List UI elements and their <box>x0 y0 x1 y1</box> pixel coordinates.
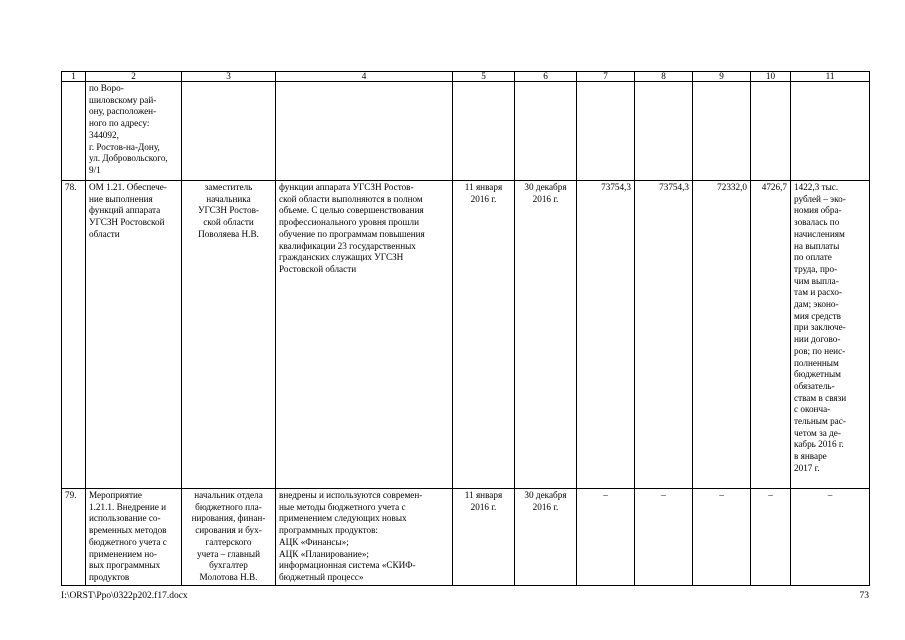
file-path: I:\ORST\Ppo\0322p202.f17.docx <box>61 591 188 601</box>
column-header: 4 <box>276 72 453 82</box>
column-header: 7 <box>577 72 635 82</box>
report-table <box>61 71 870 586</box>
table-cell-end-date: 30 декабря 2016 г. <box>515 489 577 586</box>
column-header: 2 <box>86 72 182 82</box>
table-cell-responsible: заместитель начальника УГСЗН Ростов- ской области Поволяева Н.В. <box>182 181 276 489</box>
column-header: 10 <box>751 72 791 82</box>
column-header: 11 <box>791 72 870 82</box>
table-cell-result: функции аппарата УГСЗН Ростов- ской области выполняются в полном объеме. С целью совершенствования профессионального уровня прошли обучение по программам повышения квалификации 23 государственных гражданских служащих УГСЗН Ростовской области <box>276 181 453 489</box>
table-cell <box>635 82 693 181</box>
table-cell <box>62 82 86 181</box>
table-cell <box>453 82 515 181</box>
table-cell-amount: – <box>751 489 791 586</box>
column-header: 1 <box>62 72 86 82</box>
column-header: 9 <box>693 72 751 82</box>
table-cell <box>182 82 276 181</box>
table-cell-activity: ОМ 1.21. Обеспече- ние выполнения функций аппарата УГСЗН Ростовской области <box>86 181 182 489</box>
table-cell-activity: по Воро- шиловскому рай- ону, расположен- ного по адресу: 344092, г. Ростов-на-Дону, ул. Добровольского, 9/1 <box>86 82 182 181</box>
table-cell-amount: – <box>635 489 693 586</box>
table-cell-amount: 4726,7 <box>751 181 791 489</box>
table-cell-amount: – <box>577 489 635 586</box>
table-header-row <box>62 72 870 82</box>
column-header: 6 <box>515 72 577 82</box>
table-cell <box>276 82 453 181</box>
page-number: 73 <box>859 591 869 601</box>
column-header: 5 <box>453 72 515 82</box>
table-cell <box>791 82 870 181</box>
table-cell <box>577 82 635 181</box>
table-cell-note: 1422,3 тыс. рублей – эко- номия обра- зовалась по начислениям на выплаты по оплате труда, про- чим выпла- там и расхо- дам; эконо- мия средств при заключе- нии догово- ров; по неис- полненным бюджетным обязатель- ствам в связи с оконча- тельным рас- четом за де- кабрь 2016 г. в январе 2017 г. <box>791 181 870 489</box>
table-cell-start-date: 11 января 2016 г. <box>453 489 515 586</box>
table-cell-note: – <box>791 489 870 586</box>
table-cell <box>693 82 751 181</box>
table-cell-responsible: начальник отдела бюджетного пла- нирования, финан- сирования и бух- галтерского учета – главный бухгалтер Молотова Н.В. <box>182 489 276 586</box>
column-header: 8 <box>635 72 693 82</box>
table-cell-amount: 73754,3 <box>577 181 635 489</box>
table-cell-end-date: 30 декабря 2016 г. <box>515 181 577 489</box>
table-cell-start-date: 11 января 2016 г. <box>453 181 515 489</box>
table-cell <box>515 82 577 181</box>
table-cell-amount: – <box>693 489 751 586</box>
table-row <box>62 181 870 489</box>
table-cell-activity: Мероприятие 1.21.1. Внедрение и использование со- временных методов бюджетного учета с применением но- вых программных продуктов <box>86 489 182 586</box>
table-cell-number: 78. <box>62 181 86 489</box>
table-cell-amount: 73754,3 <box>635 181 693 489</box>
table-cell-number: 79. <box>62 489 86 586</box>
column-header: 3 <box>182 72 276 82</box>
table-cell-amount: 72332,0 <box>693 181 751 489</box>
table-cell <box>751 82 791 181</box>
table-row <box>62 489 870 586</box>
table-cell-result: внедрены и используются современ- ные методы бюджетного учета с применением следующих новых программных продуктов: АЦК «Финансы»; АЦК «Планирование»; информационная система «СКИФ- бюджетный процесс» <box>276 489 453 586</box>
table-row <box>62 82 870 181</box>
